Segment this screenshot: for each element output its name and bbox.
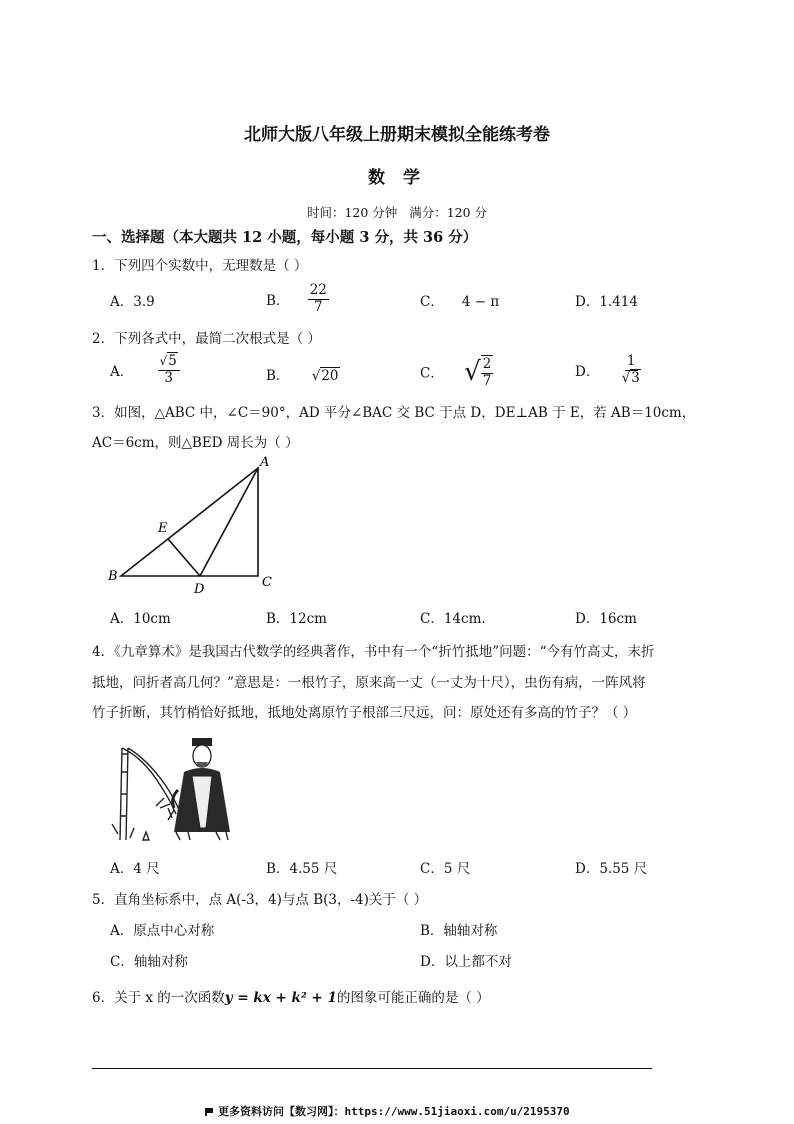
- q1-option-d-text: 1.414: [599, 294, 638, 310]
- bamboo-scholar-illustration: [104, 728, 244, 844]
- exam-title: 北师大版八年级上册期末模拟全能练考卷: [244, 125, 550, 145]
- q2-option-c: C． √ $\frac{2}{7}$: [420, 356, 492, 389]
- segment-ad: [200, 468, 258, 576]
- q4-option-d: D．5.55 尺: [575, 861, 648, 877]
- section-heading: 一、选择题（本大题共 12 小题，每小题 3 分，共 36 分）: [92, 229, 478, 246]
- q2-option-c-fraction: [481, 355, 494, 388]
- q2-option-b-label: B．: [266, 368, 290, 384]
- q3-option-c: C．14cm.: [420, 611, 486, 627]
- q5-option-c: C．轴轴对称: [110, 954, 188, 970]
- q2-option-d: [575, 355, 641, 385]
- q5-option-d: D．以上都不对: [420, 954, 512, 970]
- q1-option-d: [575, 290, 638, 310]
- scholar-figure: [173, 738, 230, 840]
- question-4-line2: 抵地，问折者高几何？”意思是：一根竹子，原来高一丈（一丈为十尺），虫伤有病，一阵风将: [92, 675, 646, 691]
- q4-option-c: C．5 尺: [420, 861, 471, 877]
- q2-c-numerator: 2: [482, 356, 492, 372]
- q1-option-c: [420, 290, 499, 310]
- label-c: C: [262, 575, 272, 590]
- subject-title: 数 学: [368, 168, 426, 188]
- q1-option-b: [266, 284, 329, 314]
- q2-c-denominator: 7: [482, 372, 492, 389]
- exam-meta: 时间：120 分钟 满分：120 分: [306, 205, 488, 220]
- q2-option-b: B． √20: [266, 368, 339, 384]
- q1-option-b-label: B．: [266, 293, 290, 309]
- question-5-stem: 5．直角坐标系中，点 A(-3，4)与点 B(3，-4)关于（ ）: [92, 892, 428, 908]
- footer-divider: [92, 1068, 652, 1069]
- label-d: D: [194, 582, 205, 597]
- q6-stem-end: 的图象可能正确的是（ ）: [336, 990, 490, 1006]
- q2-option-d-label: D．: [575, 364, 600, 380]
- q1-b-denominator: 7: [314, 298, 323, 315]
- q1-b-numerator: 22: [309, 282, 327, 298]
- footer-link[interactable]: [205, 1103, 570, 1119]
- flag-icon: [205, 1108, 214, 1116]
- label-b: B: [108, 569, 118, 584]
- question-3-stem-line1: 3．如图，△ABC 中，∠C＝90°，AD 平分∠BAC 交 BC 于点 D，DE⊥AB 于 E，若 AB＝10cm，: [92, 405, 696, 421]
- triangle-figure: [100, 450, 290, 600]
- q2-option-d-fraction: $\frac{1}{√3}$: [621, 353, 640, 386]
- q3-option-a: A．10cm: [110, 611, 171, 627]
- question-4-line1: 4．《九章算术》是我国古代数学的经典著作，书中有一个“折竹抵地”问题：“今有竹高丈，末折: [92, 644, 655, 660]
- q4-option-b: B．4.55 尺: [266, 861, 338, 877]
- q1-option-a-label: A．: [110, 294, 134, 310]
- footer-text: 更多资料访问【数习网】：https://www.51jiaoxi.com/u/2195370: [218, 1105, 570, 1118]
- q3-option-b: B．12cm: [266, 611, 327, 627]
- q2-a-radicand: 5: [168, 353, 177, 369]
- label-a: A: [260, 455, 270, 470]
- q2-option-c-label: C．: [420, 365, 444, 382]
- q1-option-a: [110, 290, 155, 310]
- q6-formula: y = kx + k² + 1: [224, 990, 337, 1006]
- q2-option-a-fraction: $\frac{√5}{3}$: [158, 355, 180, 385]
- q1-option-b-fraction: [308, 284, 329, 314]
- q2-d-radicand: 3: [631, 369, 640, 386]
- q2-b-radicand: 20: [321, 368, 339, 384]
- q2-a-denominator: 3: [164, 369, 173, 386]
- q1-option-c-label: C．: [420, 294, 444, 310]
- segment-de: [168, 539, 200, 576]
- label-e: E: [158, 521, 168, 536]
- q1-option-c-text: 4 − π: [461, 294, 500, 310]
- question-2-stem: 2．下列各式中，最简二次根式是（ ）: [92, 331, 321, 347]
- q5-option-b: B．轴轴对称: [420, 923, 498, 939]
- triangle-abc: [121, 468, 258, 576]
- q2-option-a: [110, 355, 180, 385]
- question-6-stem: [92, 986, 490, 1006]
- q1-option-a-text: 3.9: [133, 294, 155, 310]
- bamboo-icon: [112, 748, 180, 840]
- q2-d-numerator: 1: [626, 353, 636, 369]
- q1-option-d-label: D．: [575, 294, 600, 310]
- q4-option-a: A．4 尺: [110, 861, 160, 877]
- question-1-stem: 1．下列四个实数中，无理数是（ ）: [92, 258, 308, 274]
- q6-stem-start: 6．关于 x 的一次函数: [92, 990, 225, 1006]
- q5-option-a: A．原点中心对称: [110, 923, 215, 939]
- q2-option-a-label: A．: [110, 364, 134, 380]
- question-3-stem-line2: AC＝6cm，则△BED 周长为（ ）: [92, 435, 299, 451]
- question-4-line3: 竹子折断，其竹梢恰好抵地，抵地处离原竹子根部三尺远，问：原处还有多高的竹子？（ ）: [92, 705, 637, 721]
- q3-option-d: D．16cm: [575, 611, 637, 627]
